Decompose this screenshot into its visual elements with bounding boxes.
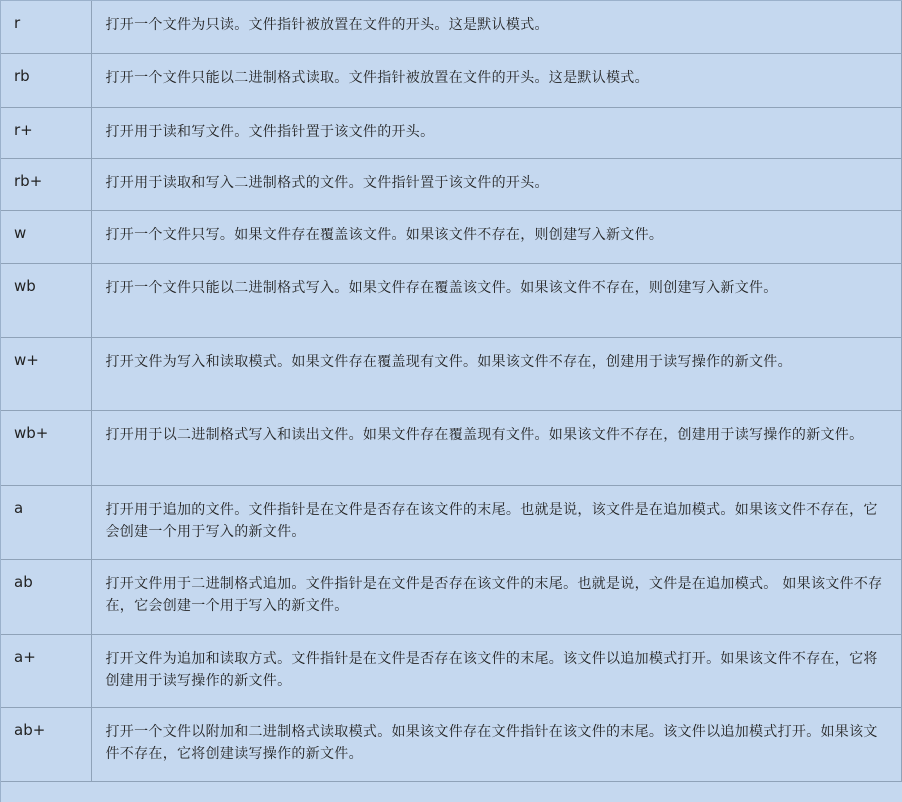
mode-cell: w bbox=[1, 210, 91, 263]
description-cell: 打开一个文件以附加和二进制格式读取模式。如果该文件存在文件指针在该文件的末尾。该文件以追加模式打开。如果该文件不存在，它将创建读写操作的新文件。 bbox=[91, 707, 902, 781]
table-row bbox=[1, 107, 902, 158]
table-row bbox=[1, 1, 902, 53]
mode-cell: ab bbox=[1, 559, 91, 634]
mode-cell: wb+ bbox=[1, 410, 91, 485]
description-cell: 打开用于读取和写入二进制格式的文件。文件指针置于该文件的开头。 bbox=[91, 158, 902, 210]
description-cell: 打开一个文件只能以二进制格式写入。如果文件存在覆盖该文件。如果该文件不存在，则创建写入新文件。 bbox=[91, 263, 902, 337]
description-cell: 打开文件为写入和读取模式。如果文件存在覆盖现有文件。如果该文件不存在，创建用于读写操作的新文件。 bbox=[91, 337, 902, 410]
mode-cell: ab+ bbox=[1, 707, 91, 781]
table-row bbox=[1, 410, 902, 485]
description-cell: 打开用于以二进制格式写入和读出文件。如果文件存在覆盖现有文件。如果该文件不存在，创建用于读写操作的新文件。 bbox=[91, 410, 902, 485]
table-row bbox=[1, 53, 902, 107]
mode-cell: w+ bbox=[1, 337, 91, 410]
mode-cell: wb bbox=[1, 263, 91, 337]
description-cell: 打开用于读和写文件。文件指针置于该文件的开头。 bbox=[91, 107, 902, 158]
table-row bbox=[1, 634, 902, 707]
description-cell: 打开一个文件只写。如果文件存在覆盖该文件。如果该文件不存在，则创建写入新文件。 bbox=[91, 210, 902, 263]
table-row bbox=[1, 337, 902, 410]
table-row bbox=[1, 707, 902, 781]
file-modes-table bbox=[1, 1, 902, 782]
description-cell: 打开一个文件为只读。文件指针被放置在文件的开头。这是默认模式。 bbox=[91, 1, 902, 53]
description-cell: 打开文件为追加和读取方式。文件指针是在文件是否存在该文件的末尾。该文件以追加模式打开。如果该文件不存在，它将创建用于读写操作的新文件。 bbox=[91, 634, 902, 707]
mode-cell: rb+ bbox=[1, 158, 91, 210]
mode-cell: a bbox=[1, 485, 91, 559]
table-row bbox=[1, 559, 902, 634]
description-cell: 打开一个文件只能以二进制格式读取。文件指针被放置在文件的开头。这是默认模式。 bbox=[91, 53, 902, 107]
table-row bbox=[1, 210, 902, 263]
description-cell: 打开文件用于二进制格式追加。文件指针是在文件是否存在该文件的末尾。也就是说，文件是在追加模式。 如果该文件不存在，它会创建一个用于写入的新文件。 bbox=[91, 559, 902, 634]
mode-cell: a+ bbox=[1, 634, 91, 707]
table-row bbox=[1, 485, 902, 559]
table-row bbox=[1, 158, 902, 210]
mode-cell: rb bbox=[1, 53, 91, 107]
mode-cell: r+ bbox=[1, 107, 91, 158]
table-row bbox=[1, 263, 902, 337]
mode-cell: r bbox=[1, 1, 91, 53]
description-cell: 打开用于追加的文件。文件指针是在文件是否存在该文件的末尾。也就是说，该文件是在追加模式。如果该文件不存在，它会创建一个用于写入的新文件。 bbox=[91, 485, 902, 559]
